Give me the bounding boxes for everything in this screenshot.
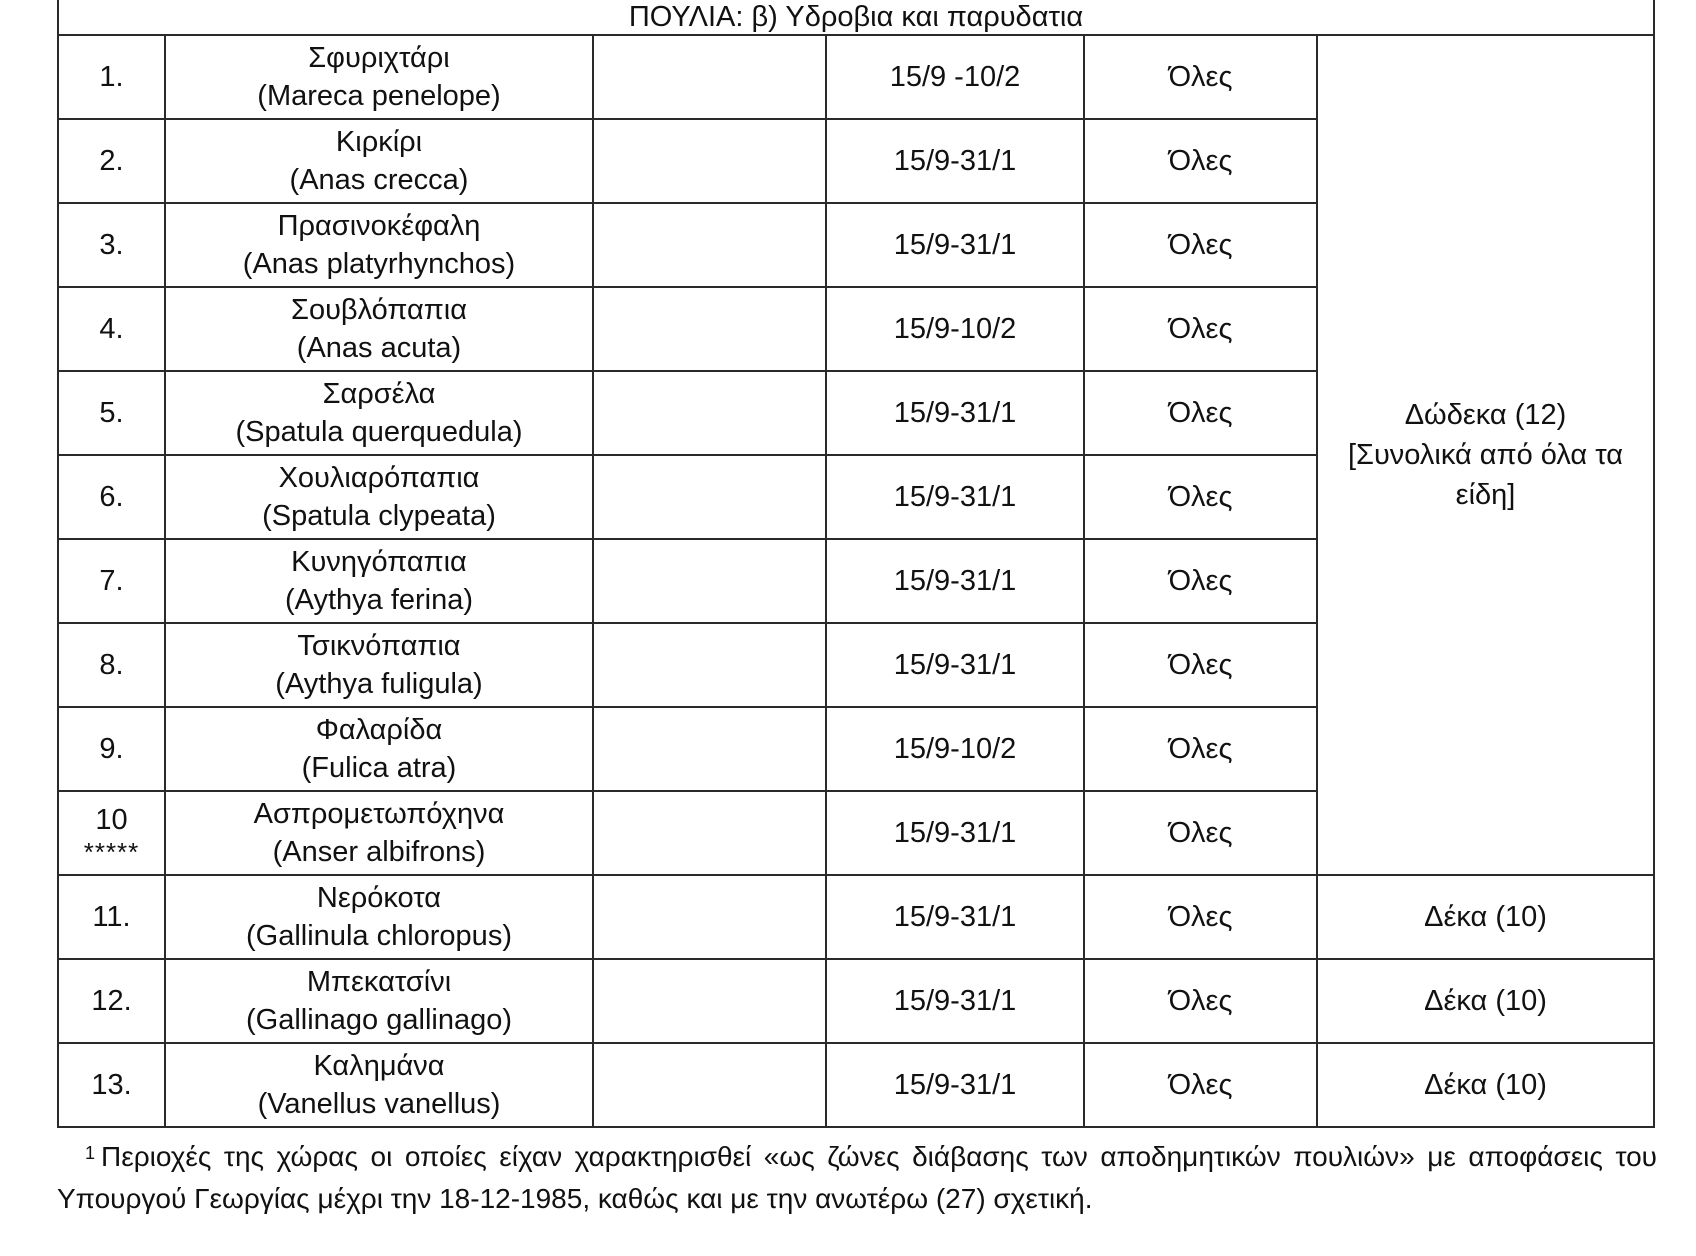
row-number-cell bbox=[58, 371, 165, 455]
areas-cell: Όλες bbox=[1084, 959, 1317, 1043]
species-name-cell bbox=[165, 959, 593, 1043]
species-latin-name: (Vanellus vanellus) bbox=[257, 1088, 501, 1120]
species-common-name: Κυνηγόπαπια bbox=[291, 546, 467, 578]
species-common-name: Μπεκατσίνι bbox=[306, 966, 452, 998]
blank-cell bbox=[593, 539, 826, 623]
quota-cell: Δέκα (10) bbox=[1317, 1043, 1654, 1127]
species-common-name: Πρασινοκέφαλη bbox=[277, 210, 481, 242]
blank-cell bbox=[593, 371, 826, 455]
hunting-period-cell: 15/9 -10/2 bbox=[826, 35, 1084, 119]
document-page bbox=[57, 0, 1653, 1128]
quota-cell: Δέκα (10) bbox=[1317, 875, 1654, 959]
row-number-cell bbox=[58, 1043, 165, 1127]
areas-cell: Όλες bbox=[1084, 791, 1317, 875]
species-latin-name: (Anas acuta) bbox=[296, 332, 462, 364]
species-name-cell bbox=[165, 455, 593, 539]
blank-cell bbox=[593, 623, 826, 707]
row-number-cell bbox=[58, 707, 165, 791]
blank-cell bbox=[593, 875, 826, 959]
hunting-period-cell: 15/9-31/1 bbox=[826, 791, 1084, 875]
table-row bbox=[58, 875, 1654, 959]
row-number-stars: ***** bbox=[83, 837, 140, 867]
row-number-cell bbox=[58, 203, 165, 287]
blank-cell bbox=[593, 791, 826, 875]
row-number: 11. bbox=[92, 901, 131, 933]
species-common-name: Καλημάνα bbox=[313, 1050, 445, 1082]
shared-quota-line: [Συνολικά από όλα τα bbox=[1347, 439, 1624, 471]
row-number-cell bbox=[58, 875, 165, 959]
species-latin-name: (Gallinula chloropus) bbox=[246, 920, 512, 952]
areas-cell: Όλες bbox=[1084, 623, 1317, 707]
species-latin-name: (Mareca penelope) bbox=[257, 80, 501, 112]
shared-quota-line: Δώδεκα (12) bbox=[1404, 399, 1567, 431]
species-name-cell bbox=[165, 35, 593, 119]
hunting-period-cell: 15/9-31/1 bbox=[826, 203, 1084, 287]
row-number: 9. bbox=[99, 733, 124, 765]
row-number-cell bbox=[58, 539, 165, 623]
areas-cell: Όλες bbox=[1084, 287, 1317, 371]
row-number: 10 bbox=[95, 804, 128, 836]
species-latin-name: (Spatula querquedula) bbox=[235, 416, 523, 448]
species-latin-name: (Anas platyrhynchos) bbox=[242, 248, 516, 280]
species-name-cell bbox=[165, 707, 593, 791]
table-title: ΠΟΥΛΙΑ: β) Υδροβια και παρυδατια bbox=[58, 0, 1654, 35]
blank-cell bbox=[593, 707, 826, 791]
hunting-period-cell: 15/9-31/1 bbox=[826, 623, 1084, 707]
blank-cell bbox=[593, 455, 826, 539]
species-name-cell bbox=[165, 203, 593, 287]
areas-cell: Όλες bbox=[1084, 875, 1317, 959]
areas-cell: Όλες bbox=[1084, 455, 1317, 539]
species-latin-name: (Anas crecca) bbox=[289, 164, 469, 196]
species-name-cell bbox=[165, 371, 593, 455]
hunting-period-cell: 15/9-31/1 bbox=[826, 875, 1084, 959]
species-latin-name: (Gallinago gallinago) bbox=[246, 1004, 512, 1036]
shared-quota-cell bbox=[1317, 35, 1654, 875]
species-common-name: Χουλιαρόπαπια bbox=[278, 462, 480, 494]
species-table-body bbox=[58, 0, 1654, 1127]
areas-cell: Όλες bbox=[1084, 707, 1317, 791]
table-title-row bbox=[58, 0, 1654, 35]
row-number: 1. bbox=[99, 61, 124, 93]
hunting-period-cell: 15/9-31/1 bbox=[826, 959, 1084, 1043]
row-number: 13. bbox=[91, 1069, 132, 1101]
species-common-name: Κιρκίρι bbox=[335, 126, 423, 158]
row-number: 6. bbox=[99, 481, 124, 513]
species-latin-name: (Aythya ferina) bbox=[284, 584, 474, 616]
row-number: 4. bbox=[99, 313, 124, 345]
species-name-cell bbox=[165, 539, 593, 623]
species-common-name: Σφυριχτάρι bbox=[308, 42, 450, 74]
table-row bbox=[58, 35, 1654, 119]
row-number: 5. bbox=[99, 397, 124, 429]
areas-cell: Όλες bbox=[1084, 35, 1317, 119]
hunting-period-cell: 15/9-31/1 bbox=[826, 539, 1084, 623]
quota-cell: Δέκα (10) bbox=[1317, 959, 1654, 1043]
areas-cell: Όλες bbox=[1084, 203, 1317, 287]
species-common-name: Φαλαρίδα bbox=[315, 714, 443, 746]
species-common-name: Νερόκοτα bbox=[316, 882, 442, 914]
footnote-marker: 1 bbox=[85, 1143, 96, 1163]
species-common-name: Ασπρομετωπόχηνα bbox=[253, 798, 505, 830]
footnote bbox=[57, 1136, 1657, 1220]
species-latin-name: (Spatula clypeata) bbox=[262, 500, 496, 532]
areas-cell: Όλες bbox=[1084, 539, 1317, 623]
species-name-cell bbox=[165, 791, 593, 875]
blank-cell bbox=[593, 35, 826, 119]
species-latin-name: (Aythya fuligula) bbox=[275, 668, 483, 700]
species-common-name: Τσικνόπαπια bbox=[297, 630, 461, 662]
species-latin-name: (Fulica atra) bbox=[301, 752, 457, 784]
species-common-name: Σουβλόπαπια bbox=[291, 294, 467, 326]
areas-cell: Όλες bbox=[1084, 371, 1317, 455]
hunting-period-cell: 15/9-10/2 bbox=[826, 707, 1084, 791]
row-number-cell bbox=[58, 287, 165, 371]
areas-cell: Όλες bbox=[1084, 1043, 1317, 1127]
blank-cell bbox=[593, 1043, 826, 1127]
blank-cell bbox=[593, 959, 826, 1043]
hunting-period-cell: 15/9-10/2 bbox=[826, 287, 1084, 371]
row-number-cell bbox=[58, 119, 165, 203]
species-name-cell bbox=[165, 1043, 593, 1127]
row-number: 2. bbox=[99, 145, 124, 177]
species-table bbox=[57, 0, 1655, 1128]
hunting-period-cell: 15/9-31/1 bbox=[826, 455, 1084, 539]
species-name-cell bbox=[165, 287, 593, 371]
row-number-cell bbox=[58, 791, 165, 875]
row-number: 3. bbox=[99, 229, 124, 261]
species-name-cell bbox=[165, 623, 593, 707]
species-latin-name: (Anser albifrons) bbox=[272, 836, 486, 868]
blank-cell bbox=[593, 203, 826, 287]
row-number-cell bbox=[58, 623, 165, 707]
row-number-cell bbox=[58, 455, 165, 539]
shared-quota-line: είδη] bbox=[1455, 479, 1516, 511]
species-name-cell bbox=[165, 119, 593, 203]
blank-cell bbox=[593, 287, 826, 371]
row-number: 12. bbox=[91, 985, 132, 1017]
hunting-period-cell: 15/9-31/1 bbox=[826, 371, 1084, 455]
hunting-period-cell: 15/9-31/1 bbox=[826, 119, 1084, 203]
blank-cell bbox=[593, 119, 826, 203]
hunting-period-cell: 15/9-31/1 bbox=[826, 1043, 1084, 1127]
row-number-cell bbox=[58, 35, 165, 119]
areas-cell: Όλες bbox=[1084, 119, 1317, 203]
row-number-cell bbox=[58, 959, 165, 1043]
footnote-text: Περιοχές της χώρας οι οποίες είχαν χαρακτηρισθεί «ως ζώνες διάβασης των αποδημητικών πουλιών» με αποφάσεις του Υπουργού Γεωργίας μέχρι την 18-12-1985, καθώς και με την ανωτέρω (27) σχετική. bbox=[57, 1141, 1657, 1214]
row-number: 8. bbox=[99, 649, 124, 681]
species-name-cell bbox=[165, 875, 593, 959]
table-row bbox=[58, 1043, 1654, 1127]
row-number: 7. bbox=[99, 565, 124, 597]
table-row bbox=[58, 959, 1654, 1043]
species-common-name: Σαρσέλα bbox=[322, 378, 436, 410]
